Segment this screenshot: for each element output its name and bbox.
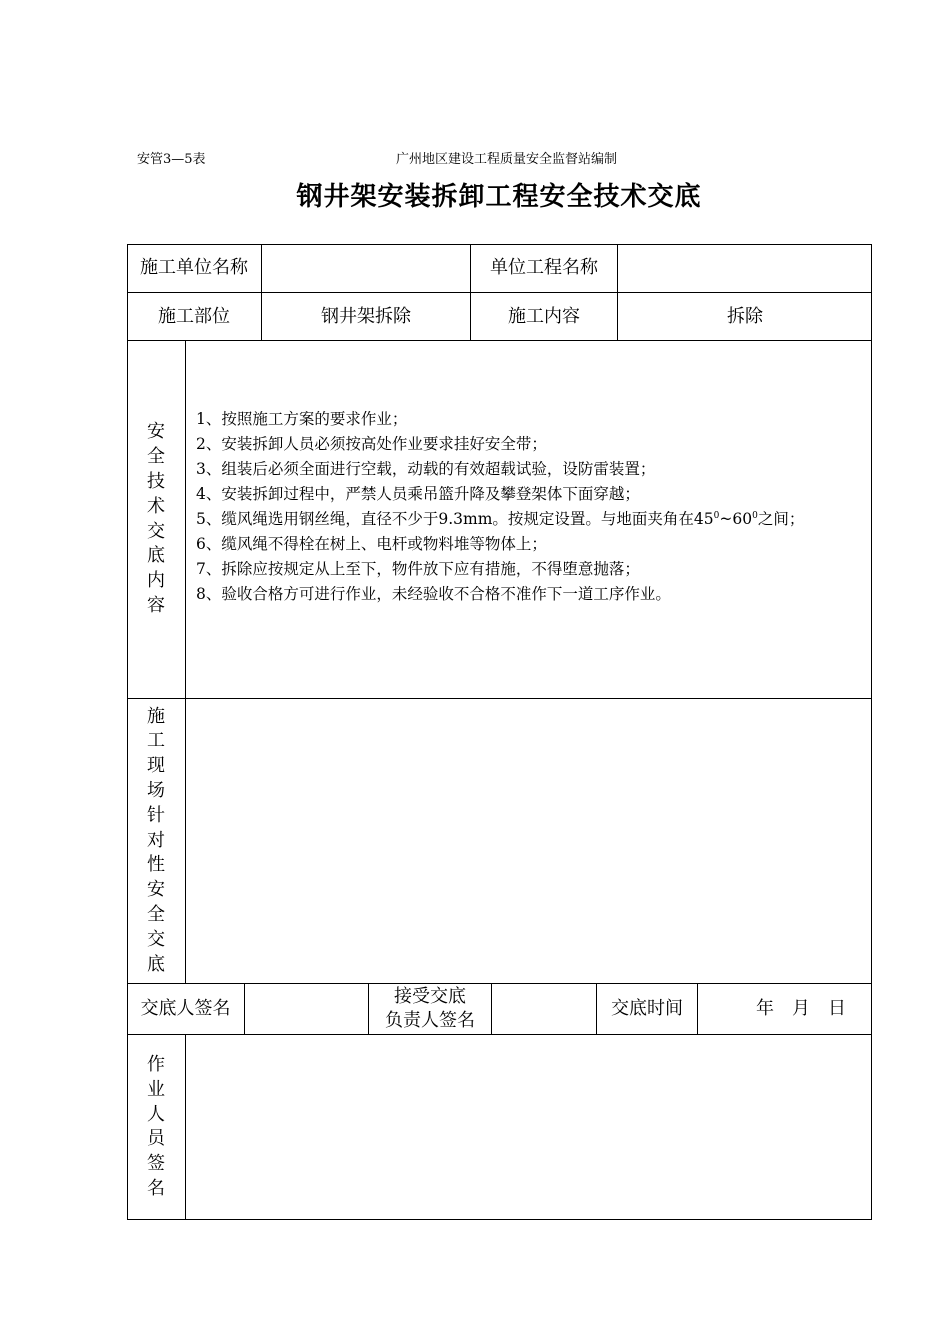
label-char: 全	[147, 446, 165, 468]
label-char: 内	[147, 570, 165, 592]
label-char: 作	[147, 1054, 165, 1075]
item5-mid: ~60	[719, 510, 753, 528]
label-char: 交	[147, 928, 165, 950]
safety-items-list	[196, 407, 804, 607]
label-char: 针	[147, 804, 165, 826]
safety-item: 2、安装拆卸人员必须按高处作业要求挂好安全带；	[196, 435, 547, 453]
label-char: 签	[147, 1153, 165, 1175]
degree-sup: 0	[713, 510, 720, 521]
label-char: 工	[147, 730, 165, 752]
page-title: 钢井架安装拆卸工程安全技术交底	[296, 182, 702, 212]
construction-part-value: 钢井架拆除	[321, 305, 411, 327]
label-char: 安	[147, 421, 165, 443]
label-char: 名	[147, 1177, 165, 1199]
label-char: 业	[147, 1078, 165, 1100]
label-char: 员	[147, 1128, 165, 1150]
label-char: 交	[147, 520, 165, 542]
item5-suffix: 之间；	[757, 510, 805, 528]
safety-content-label	[127, 341, 185, 698]
row-divider	[127, 340, 872, 341]
receiver-signature-label	[369, 984, 491, 1034]
safety-item: 4、安装拆卸过程中，严禁人员乘吊篮升降及攀登架体下面穿越；	[196, 485, 640, 503]
safety-item: 1、按照施工方案的要求作业；	[196, 410, 408, 428]
item5-prefix: 5、缆风绳选用钢丝绳，直径不少于9.3mm。按规定设置。与地面夹角在45	[196, 510, 714, 528]
label-char: 性	[147, 854, 165, 876]
receiver-label-line2: 负责人签名	[385, 1010, 475, 1031]
construction-part-label: 施工部位	[158, 305, 230, 327]
label-char: 人	[147, 1103, 165, 1125]
site-specific-label	[127, 699, 185, 983]
label-char: 术	[147, 495, 165, 517]
degree-sup: 0	[752, 510, 758, 521]
presenter-signature-label: 交底人签名	[140, 998, 231, 1020]
label-char: 技	[147, 470, 165, 492]
handover-time-label: 交底时间	[611, 998, 683, 1020]
workers-signature-field[interactable]	[186, 1035, 872, 1220]
project-name-label: 单位工程名称	[490, 257, 598, 279]
construction-content-value: 拆除	[727, 305, 763, 327]
label-char: 容	[147, 594, 165, 616]
safety-item	[196, 507, 804, 532]
safety-item: 6、缆风绳不得栓在树上、电杆或物料堆等物体上；	[196, 535, 547, 553]
label-char: 安	[147, 879, 165, 901]
safety-item: 7、拆除应按规定从上至下，物件放下应有措施，不得堕意抛落；	[196, 560, 640, 578]
label-char: 底	[147, 953, 165, 975]
safety-item: 8、验收合格方可进行作业，未经验收不合格不准作下一道工序作业。	[196, 585, 671, 603]
label-char: 全	[147, 903, 165, 925]
label-char: 场	[147, 780, 165, 801]
label-char: 对	[147, 829, 165, 851]
unit-name-label: 施工单位名称	[140, 257, 248, 279]
handover-date-field[interactable]: 年 月 日	[756, 998, 846, 1020]
site-specific-field[interactable]	[186, 699, 872, 983]
unit-name-field[interactable]	[262, 244, 470, 292]
presenter-signature-field[interactable]	[245, 984, 368, 1034]
workers-signature-label	[127, 1035, 185, 1220]
label-char: 现	[147, 755, 165, 777]
label-char: 底	[147, 545, 165, 567]
receiver-label-line1: 接受交底	[394, 986, 466, 1007]
construction-content-label: 施工内容	[508, 305, 580, 327]
receiver-signature-field[interactable]	[492, 984, 596, 1034]
issuer-text: 广州地区建设工程质量安全监督站编制	[396, 152, 618, 167]
project-name-field[interactable]	[618, 244, 872, 292]
label-char: 施	[147, 705, 165, 727]
form-code: 安管3—5表	[137, 152, 206, 167]
safety-item: 3、组装后必须全面进行空载，动载的有效超载试验，设防雷装置；	[196, 460, 656, 478]
